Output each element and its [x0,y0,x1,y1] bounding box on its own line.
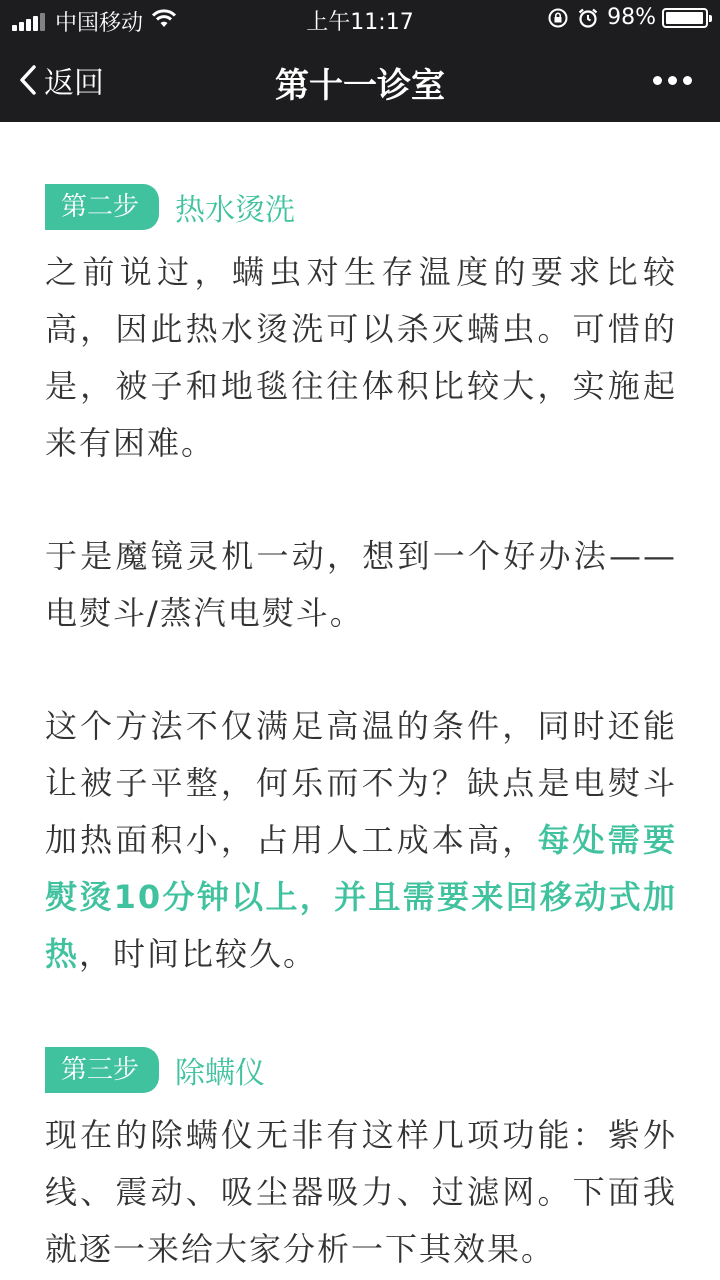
status-right [547,5,708,30]
back-button[interactable] [18,58,104,102]
paragraph: 现在的除螨仪无非有这样几项功能：紫外线、震动、吸尘器吸力、过滤网。下面我就逐一来给大家分析一下其效果。 [45,1116,677,1268]
chevron-left-icon [18,64,38,96]
page-title: 第十一诊室 [275,66,445,106]
paragraph: 之前说过，螨虫对生存温度的要求比较高，因此热水烫洗可以杀灭螨虫。可惜的是，被子和地毯往往体积比较大，实施起来有困难。 [45,253,677,462]
section-header-step3 [45,1047,677,1093]
battery-percent: 98% [607,5,656,30]
back-label: 返回 [44,66,104,101]
article-content [45,122,677,1278]
step-title: 除螨仪 [175,1056,266,1091]
more-icon[interactable] [647,76,692,85]
highlighted-text: 每处需要熨烫10分钟以上，并且需要来回移动式加热 [45,821,677,973]
step-badge: 第三步 [45,1047,159,1093]
rotation-lock-icon [547,7,569,29]
battery-icon [662,8,708,28]
step-badge: 第二步 [45,184,159,230]
paragraph-text: 这个方法不仅满足高温的条件，同时还能让被子平整，何乐而不为？缺点是电熨斗加热面积小，占用人工成本高， [45,707,677,859]
paragraph: 于是魔镜灵机一动，想到一个好办法——电熨斗/蒸汽电熨斗。 [45,537,677,632]
nav-bar [0,38,720,122]
carrier-label: 中国移动 [55,11,144,36]
section-header-step2 [45,184,677,230]
top-bar [0,0,720,122]
paragraph [45,698,677,983]
status-bar [0,0,720,38]
alarm-icon [577,7,599,29]
paragraph-text: ，时间比较久。 [79,935,318,973]
step-title: 热水烫洗 [175,193,296,228]
battery-fill [666,12,703,24]
status-time: 上午11:17 [306,10,414,35]
